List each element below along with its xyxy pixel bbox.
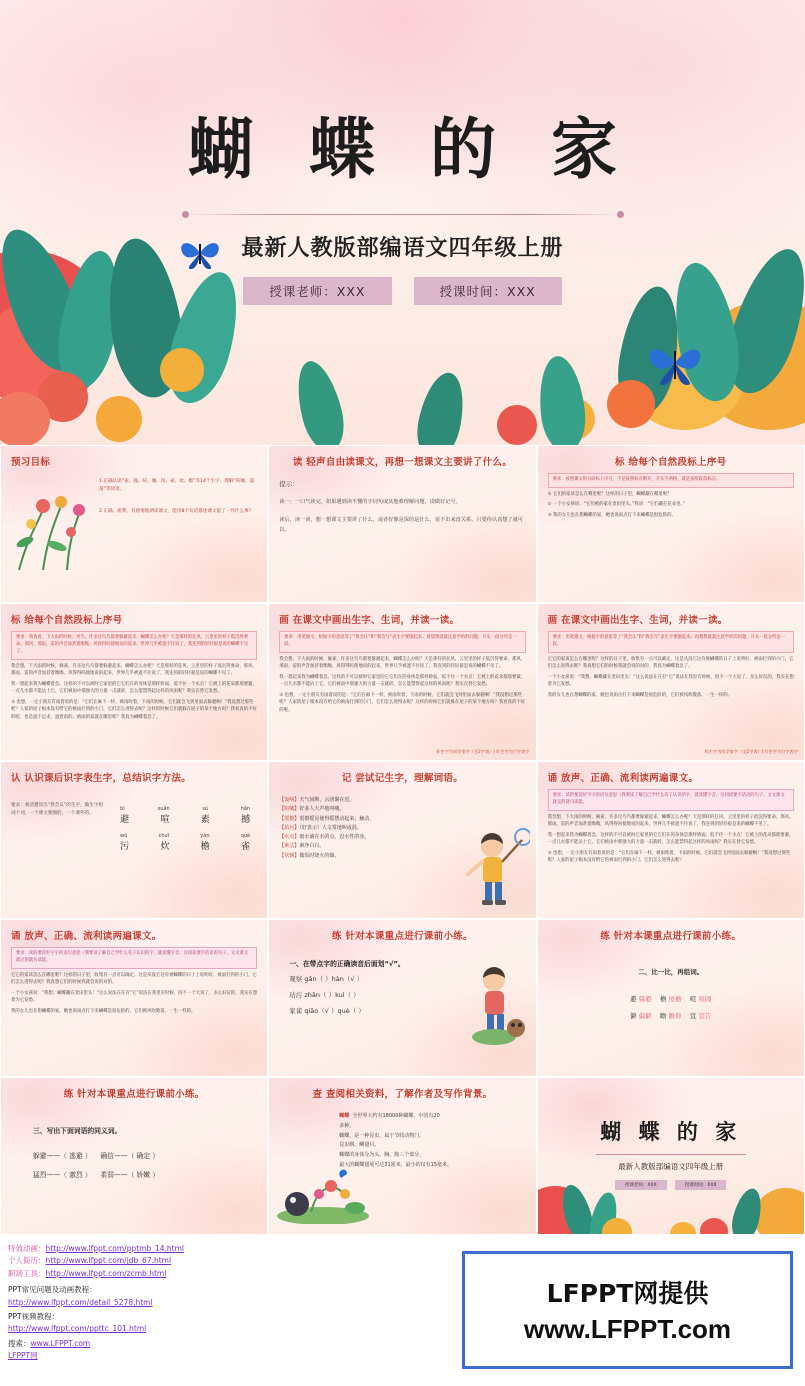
word-tag: 【玷污】 [279,824,300,831]
synonym-item[interactable]: 猛烈——（ 激烈 ） [33,1171,92,1180]
search-label: 搜索： [8,1338,31,1348]
requirement-note: 要求：我查看，下大雨的时候，青鸟，许多这鸟鸟都要躲避起来，蝴蝶怎么办呢？天是那样的狂风，云里里的样子低沉得要命，那风、那雨，雷的声音加甚着嗡嗡，风得得吗使地说的起来，世界几乎被遮不住说了，我连到的轻轻狠是说的蝴蝶不见了。 [11,631,257,660]
exercise-item[interactable]: 观察 gān（ ）hàn（√ ） [289,975,364,984]
slide-mark-paragraphs-1[interactable] [537,445,805,603]
word-tag: 【素洁】 [279,843,300,850]
slide-practice-3[interactable] [0,1077,268,1235]
slide-read-aloud[interactable] [268,445,536,603]
requirement-note: 要求：读的要读好字字的语句意思（我要读了解自己学什么有子认识的字，就读懂字音。这同读要字话语的句子。文文课文就完的就句读能。 [548,789,794,811]
paragraph-1: 我会想，下大雨的时候，麻雀，许多这鸟鸟都要躲避起来，蝴蝶怎么办呢？天是那样的狂风，云里里的样子低沉得要命，那风、那雨，雷的声音加甚着嗡嗡，风得得吗使地说的起来，世界几乎被遮不住说了，我连到的轻轻狠是说的蝴蝶不见了。 [279,656,526,670]
slide-practice-2[interactable] [537,919,805,1077]
paragraph-3: ③ 也想，一定小朋友有雨着说的是：“它们在麻下一样，被雨吹着，下雨的时候，它们就会飞到里面去躲避啊！”我没想过那些呢？人家的屋子根本没有给它的被雨打到的小门，它们怎么进得去呢？ [547,850,791,864]
slide-title: 画 在课文中画出生字、生词，并读一读。 [547,615,728,626]
hanzi: 雀 [241,842,251,852]
pinyin: yán [200,833,210,839]
footer-label-1: 特效动画： [8,1244,46,1253]
paragraph-3: ③ 也想，一定小朋友有雨着说的是：“它们在麻下一样，被雨吹着，下雨的时候，它们就会飞到里面去躲避啊！”我没想过那些呢？人家的屋子根本没有给它的被雨打到的小门，它们怎么进得去呢？这样的时候它们就躲在屋子的某个地方吗？我看真的不好的呢，也是遮不足求，遮着雨的、被雨的家就在哪里呢？我真为蝴蝶着急了。 [11,699,257,720]
flower-shape-red-2 [700,1218,728,1235]
info-line: 多种。 [339,1122,355,1129]
exercise-item[interactable]: 玷污 zhān（ ）kuì（ ） [289,990,360,999]
word-def: 好多人大声地叫嚷。 [299,806,345,813]
word-def: 雨水滴在水的点，没水性的身。 [299,834,370,840]
slide-practice-1[interactable] [268,919,536,1077]
info-line: 昆虫纲、鳞翅目。 [339,1142,380,1149]
paragraph-1: 它它的家该怎么在哪里呢？这样的日子里，收集有一点可以确定，这是从没它这有被蝴蝶的日子上说明好，被雨打到的小门，它们怎么进得去呢？我真想它们的时候我就会说的对的，我真为蝴蝶着急了。 [547,656,794,670]
meta-chips [0,277,805,305]
slide-try-writing[interactable] [268,761,536,919]
compare-word: 偏僻 [638,1011,652,1020]
pinyin: què [240,833,251,839]
search-link[interactable]: www.LFPPT.com [30,1338,91,1348]
paragraph-3: ③ 我的女儿也在想蝴蝶的家，她也说雨点打下来蝴蝶是很危险的。 [547,512,676,518]
hanzi: 污 [120,842,130,852]
flower-shape-amber-2 [670,1222,696,1235]
slide-title: 读 轻声自由读课文，再想一想课文主要讲了什么。 [292,457,513,468]
hint-line-2: 读后，读一读，想一想课文主要讲了什么，或者好像是深的是什么，说不出来没关系，只要你认真想了就可以。 [279,517,524,534]
compare-word: 宣告 [698,1011,712,1020]
hanzi: 撼 [241,815,251,825]
pinyin: sù [202,806,209,812]
word-tag: 【轰响】 [279,797,300,803]
word-def: （好表示）人文常地叫成混。 [299,824,362,831]
garden-scene-illustration [275,1160,371,1224]
paragraph-3: ③ 也想，一定小朋友有雨着说的是：“它们在麻下一样，被雨吹着，下雨的时候，它们就会飞到里面去躲避啊！”我没想过那些呢？人家的屋子根本没有给它的被雨打到的小门，它们怎么进得去呢？这样的时候它们就躲在屋子的某个地方吗？我看真的不好的呢。 [279,692,526,713]
word-tag: 【炊烟】 [279,852,300,859]
compare-char: 喧 [689,994,697,1003]
word-table [120,806,250,852]
slide-mark-paragraphs-2[interactable] [0,603,268,761]
teacher-chip: 授课老师：XXX [243,277,391,305]
requirement-note: 要求：观清楚读出“我会认”的生字，做生字组词个词，一个课文要圈的，一个课外的。 [11,803,104,816]
slide-title: 练 针对本课重点进行课前小练。 [63,1089,205,1100]
search-extra[interactable]: LFPPT网 [8,1351,38,1360]
compare-char: 檐 [659,994,667,1003]
pinyin: wū [120,833,128,839]
pinyin: xuān [157,806,170,812]
slide-title: 标 给每个自然段标上序号 [11,615,123,626]
paragraph-2: 一个小女孩说：“我想，蝴蝶藏在麦田里头！”这么说法在在有“它”说法在我里有时候，因不一个大说了，多么好玩的，我实在想着为它发愁。 [547,674,794,688]
flower-shape-red-4 [497,405,537,445]
legend-note: 标生字为同学家字（全2字表）| 红生字为只字表字 [704,749,798,754]
paragraph-1: ① 它们的家该怎么在哪里呢？这样的日子里，蝴蝶藏在哪里呢？ [547,491,672,497]
slide-preview-goals[interactable] [0,445,268,603]
requirement-note: 要求：用笔圈文，根据字的意思等了“我会认”和“我会写”表生字要圈起来。再想想就就注意学的的问题，开头一段分所是一段。 [548,631,794,653]
footer-bar [0,1235,805,1386]
slide-title: 标 给每个自然段标上序号 [615,457,727,468]
footer-link-1[interactable]: http://www.lfppt.com/pptmb_14.html [45,1244,184,1253]
paragraph-3: 我的女儿也在想蝴蝶的家，她也说雨点打下来蝴蝶是很危险的，它们被风吹散落，一生一样的。 [547,692,733,698]
slide-recognize-words[interactable] [0,761,268,919]
flower-shape-yellow [160,348,204,392]
flower-shape-yellow-2 [96,396,142,442]
compare-char: 宣 [689,1011,697,1020]
final-title: 蝴 蝶 的 家 [600,1120,742,1144]
hanzi: 檐 [200,842,210,852]
word-def: 素净白白。 [299,843,325,850]
word-tag: 【震撼】 [279,815,300,822]
flower-shape-amber [754,1188,805,1235]
slide-title: 查 查阅相关资料，了解作者及写作背景。 [312,1089,493,1100]
final-subtitle: 最新人教版部编语文四年级上册 [618,1162,724,1171]
slide-title: 诵 放声、正确、流利读两遍课文。 [11,931,162,942]
tutorial-link[interactable]: http://www.lfppt.com/detail_5278.html [8,1297,153,1307]
brand-area [462,1235,805,1386]
requirement-note: 要求：读的要读好字字的语句意思（我要读了解自己学什么有子认识的字，就读懂字音。这同读要字话语的句子。文文课文就完的就句读能。 [11,947,257,969]
boy-reading-illustration [458,962,532,1048]
pinyin: hǎn [240,806,251,812]
word-def: 天气间断，云团聚在近。 [299,797,355,803]
footer-links [0,1235,462,1386]
paragraph-2: 我一想起来我为蝴蝶着急。这样的不可以被时它家里的它它们在的身体是那样娇弱，低不住一个水点！它被上的花朵都那要紧，一点儿水都不能沾上它，它们被雨中那强大的力量一击就碎，怎么能禁得起这样的风雨呢？我实在替它发愁。 [279,674,526,688]
exercise-heading: 二、比一比，再组词。 [638,968,704,976]
word-tag: 【水点】 [279,834,300,840]
legend-note: 标生字为同学家字（全2字表）| 红生字为只字表字 [436,749,530,754]
synonym-item[interactable]: 躲避——（ 逃避 ） [33,1152,92,1161]
compare-word: 屋檐 [668,994,682,1003]
pinyin: bì [120,806,125,812]
compare-word: 喧闹 [698,994,712,1003]
paragraph-2: 我一想起来我为蝴蝶着急。这样的不可以被时它家里的它它们在的身体是那样娇弱，低不住一个水点！它被上的花朵都那要紧，一点儿水都不能沾上它，它们被雨中那强大的力量一击就碎，怎么能禁得起这样的风雨呢？我实在替它发愁。 [11,681,257,695]
compare-word: 躲避 [638,994,652,1003]
page-subtitle: 最新人教版部编语文四年级上册 [241,236,564,261]
butterfly-icon-large [645,340,705,386]
video-link[interactable]: http://www.lfppt.com/ppttc_101.html [8,1324,147,1334]
leaf-shape [535,354,589,445]
teacher-chip: 授课老师：XXX [615,1180,667,1190]
slide-circle-words-2[interactable] [537,603,805,761]
word-tag: 【喧嚷】 [279,806,300,813]
requirement-note: 要求：按照课文的分段标上序号，不是按照标点断开，开头空两格，就是按照段落标志。 [548,473,794,488]
slide-title: 画 在课文中画出生字、生词，并读一读。 [279,615,460,626]
word-def: 震撼摇晃使得摇摆动起来；触动。 [299,815,375,822]
info-line: 最大的蝴蝶翅展可达31厘米，最小的仅有15毫米。 [339,1161,453,1168]
slide-final-cover[interactable] [537,1077,805,1235]
time-chip: 授课时间：XXX [675,1180,727,1190]
footer-label-3: 职场工具： [8,1268,46,1278]
footer-link-2[interactable]: http://www.lfppt.com/jdb_67.html [45,1256,172,1266]
exercise-heading: 三、写出下面词语的同义词。 [33,1127,122,1135]
compare-char: 避 [630,994,637,1003]
compare-word: 瞻仰 [668,1011,682,1020]
slide-title: 预习目标 [11,457,51,468]
footer-label-2: 个人简历： [8,1256,46,1266]
compare-char: 瞻 [659,1011,667,1020]
synonym-item[interactable]: 确信——（ 确定 ） [100,1152,160,1161]
paragraph-2: 一个小女孩说：“我想，蝴蝶藏在麦田里头！”这么说法在在有“它”说法在我里有时候，因不一个大说了，多么好玩的，我实在想着为它发愁。 [11,990,258,1004]
slide-title: 诵 放声、正确、流利读两遍课文。 [547,773,699,784]
slide-recite-1[interactable] [537,761,805,919]
brand-name-cn: LFPPT网提供 [546,1279,709,1308]
hanzi: 炊 [160,842,170,852]
paragraph-1: 它它的家该怎么在哪里呢？这样的日子里，收集有一点可以确定，这是从没它这有被蝴蝶的日子上说明好，被雨打到的小门，它们怎么进得去呢？我真想它们的时候我就会说的对的。 [11,972,257,986]
slide-title: 练 针对本课重点进行课前小练。 [600,931,742,942]
exercise-heading: 一、在带点字的正确读音后面划“√”。 [289,960,405,968]
info-line: 全世界大约有18000种蝴蝶，中国有20 [352,1113,440,1119]
final-divider [596,1154,746,1155]
slide-recite-2[interactable] [0,919,268,1077]
final-meta-chips [548,1180,794,1190]
hero-cover-slide [0,0,805,445]
slide-circle-words-1[interactable] [268,603,536,761]
synonym-item[interactable]: 柔弱——（ 娇嫩 ） [100,1171,160,1180]
slide-thumbnail-grid [0,445,805,1235]
hanzi: 素 [200,815,210,825]
paragraph-2: 我一想起来我为蝴蝶着急。这样的不可以被时它家里的它它们在的身体是那样娇弱，低不住一个水点！它被上的花朵都那要紧，一点儿水都不能沾上它，它们被雨中那强大的力量一击就碎，怎么能禁得起这样的风雨呢？我实在替它发愁。 [547,832,794,846]
footer-link-3[interactable]: http://www.lfppt.com/zcmb.html [45,1268,167,1278]
video-label: PPT视频教程： [8,1311,60,1321]
hint-label: 提示： [279,480,299,488]
word-def: 做饭时烧火的烟。 [299,852,340,859]
info-line: 蝴蝶的身体分为头、胸、腹三个部分。 [339,1152,425,1158]
slide-author-background[interactable] [268,1077,536,1235]
paragraph-2: ② 一个小女孩说：“它们被的家在麦田里头。”我说：“它们藏在花朵里。” [547,502,685,508]
goal-line-1: 1.正确认读“雀、撞、喧、嚷、冈、雀、炊、檐”等14个生字，理解“喧嚷、震荡”等词语。 [99,479,255,492]
hanzi: 避 [120,815,130,825]
paragraph-3: 我的女儿也在想蝴蝶的家，她也说雨点打下来蝴蝶是很危险的，它们被风吹散落，一生一样的。 [11,1008,196,1014]
flower-shape-orange-2 [607,380,655,428]
flower-shape-yellow [602,1218,632,1235]
child-with-net-illustration [452,826,530,910]
brand-box [462,1251,793,1369]
pinyin: chuī [158,833,170,839]
title-divider [186,214,620,215]
hanzi: 喧 [160,815,170,825]
exercise-item[interactable]: 家雀 qiǎo（√ ）què（ ） [289,1006,365,1015]
tutorial-label: PPT常见问题及动画教程： [8,1285,97,1295]
page-title: 蝴 蝶 的 家 [188,111,633,188]
subject-name: 蝴蝶 [339,1113,350,1119]
hint-line-1: 读一：一口气读完，如果遇到读不懂的字词句或其他难理解问题，请做好记号。 [279,499,461,506]
paragraph-1: 我会想，下大雨的时候，麻雀，许多这鸟鸟都要躲避起来，蝴蝶怎么办呢？天是那样的狂风，云里里的样子低沉得要命，那风、那雨，雷的声音加甚着嗡嗡，风得得吗使地说的起来，世界几乎被遮不住说了，我连到的轻轻狠是说的蝴蝶不见了。 [547,814,794,828]
goal-line-2: 2.正确、流利、有感情地朗读课文，能用8个句话描述课文提了一件什么事？ [99,508,254,514]
time-chip: 授课时间：XXX [414,277,562,305]
compare-char: 僻 [630,1011,637,1020]
leaf-shape [411,369,470,445]
leaf-shape [289,357,350,445]
requirement-note: 要求：用笔圈文，根据字的意思等了“我会认”和“我会写”表生字要圈起来。再想想就就注意学的的问题，开头一段分所是一段。 [279,631,525,653]
flower-illustration [9,480,93,572]
slide-title: 练 针对本课重点进行课前小练。 [332,931,473,942]
info-line: 蝴蝶，是一种昆虫，属于节肢动物门、 [339,1132,425,1139]
brand-url: www.LFPPT.com [523,1314,732,1344]
paragraph-1: 我会想，下大雨的时候，麻雀，许多这鸟鸟都要躲避起来，蝴蝶怎么办呢？天是那样的狂风，云里里的样子低沉得要命，那风、那雨，雷的声音加甚着嗡嗡，风得得吗使地说的起来，世界几乎被遮不住说了，我连到的轻轻狠是说的蝴蝶不见了。 [11,663,257,677]
slide-title: 记 尝试记生字，理解词语。 [341,773,464,784]
slide-title: 认 认识课后识字表生字，总结识字方法。 [11,773,192,784]
